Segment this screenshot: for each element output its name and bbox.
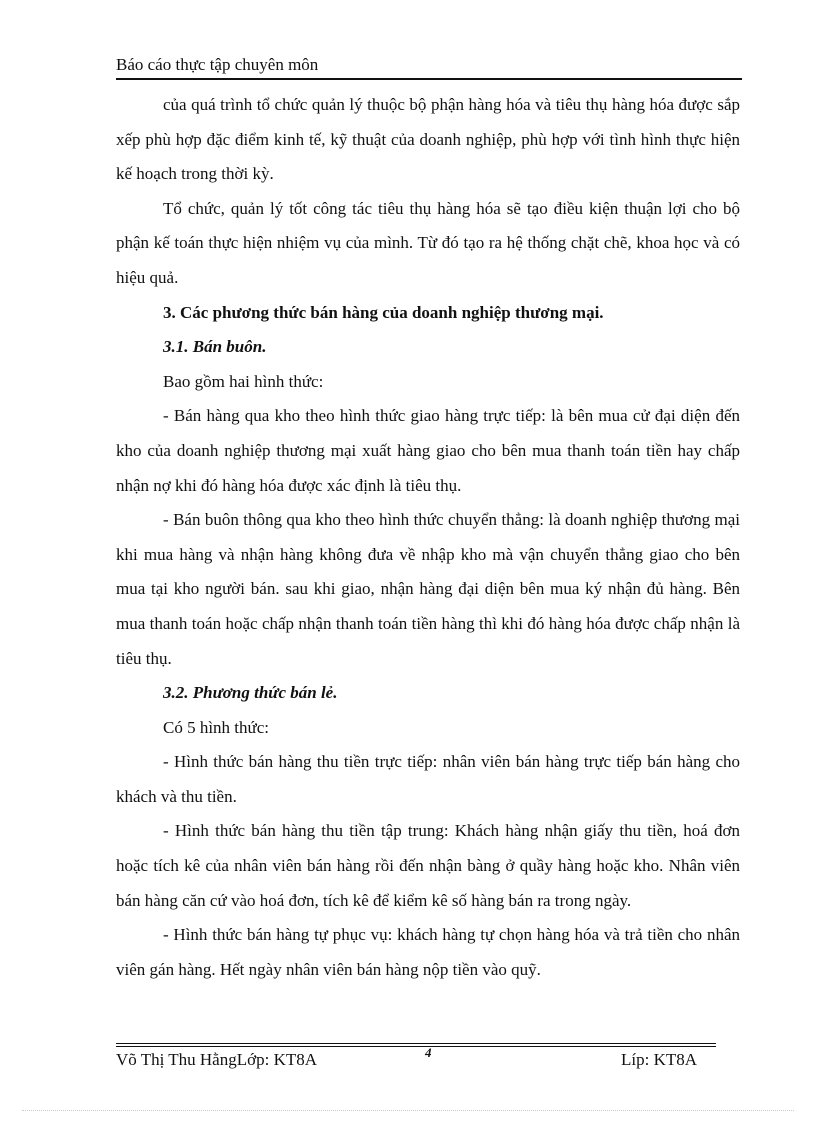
footer-rule-top [116, 1043, 716, 1044]
footer-rule-bottom [116, 1046, 716, 1047]
header-title: Báo cáo thực tập chuyên môn [116, 55, 319, 74]
paragraph-3: Bao gồm hai hình thức: [163, 371, 324, 391]
document-body [116, 88, 740, 987]
paragraph-8: - Hình thức bán hàng thu tiền tập trung: Khách hàng nhận giấy thu tiền, hoá đơn hoặc tích kê của nhân viên bán hàng rồi đến nhận bàng ở quầy hàng hoặc kho. Nhân viên bán hàng căn cứ vào hoá đơn, tích kê để kiểm kê số hàng bán ra trong ngày. [116, 821, 740, 910]
paragraph-4: - Bán hàng qua kho theo hình thức giao hàng trực tiếp: là bên mua cử đại diện đến kho của doanh nghiệp thương mại xuất hàng giao cho bên mua thanh toán tiền hay chấp nhận nợ khi đó hàng hóa được xác định là tiêu thụ. [116, 406, 740, 495]
subsection-heading-3-2: 3.2. Phương thức bán lẻ. [163, 683, 338, 703]
paragraph-9: - Hình thức bán hàng tự phục vụ: khách hàng tự chọn hàng hóa và trả tiền cho nhân viên gán hàng. Hết ngày nhân viên bán hàng nộp tiền vào quỹ. [116, 925, 740, 979]
paragraph-6: Có 5 hình thức: [163, 717, 270, 737]
page-number: 4 [425, 1045, 432, 1060]
page-edge-dotted-line [22, 1110, 794, 1111]
header-rule [116, 78, 742, 80]
paragraph-7: - Hình thức bán hàng thu tiền trực tiếp: nhân viên bán hàng trực tiếp bán hàng cho khách và thu tiền. [116, 752, 740, 806]
paragraph-2: Tổ chức, quản lý tốt công tác tiêu thụ hàng hóa sẽ tạo điều kiện thuận lợi cho bộ phận kế toán thực hiện nhiệm vụ của mình. Từ đó tạo ra hệ thống chặt chẽ, khoa học và có hiệu quả. [116, 198, 740, 287]
footer-class: Líp: KT8A [621, 1050, 698, 1069]
paragraph-1: của quá trình tổ chức quản lý thuộc bộ phận hàng hóa và tiêu thụ hàng hóa được sắp xếp phù hợp đặc điểm kinh tế, kỹ thuật của doanh nghiệp, phù hợp với tình hình thực hiện kế hoạch trong thời kỳ. [116, 95, 740, 184]
page-header [116, 54, 742, 76]
section-heading-3: 3. Các phương thức bán hàng của doanh nghiệp thương mại. [163, 302, 604, 322]
paragraph-5: - Bán buôn thông qua kho theo hình thức chuyển thẳng: là doanh nghiệp thương mại khi mua hàng và nhận hàng không đưa về nhập kho mà vận chuyển thẳng giao cho bên mua tại kho người bán. sau khi giao, nhận hàng đại diện bên mua ký nhận đủ hàng. Bên mua thanh toán hoặc chấp nhận thanh toán tiền hàng thì khi đó hàng hóa được chấp nhận là tiêu thụ. [116, 510, 740, 668]
footer-author-class: Võ Thị Thu HằngLớp: KT8A [116, 1050, 318, 1069]
subsection-heading-3-1: 3.1. Bán buôn. [163, 337, 267, 357]
